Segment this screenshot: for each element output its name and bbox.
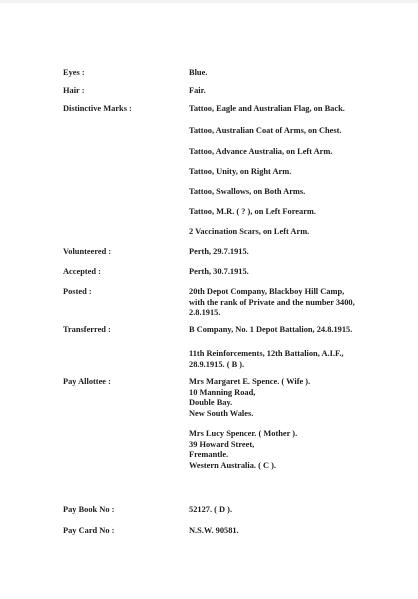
pay-card-value: N.S.W. 90581. xyxy=(189,526,239,535)
allottee-line: Fremantle. xyxy=(189,450,229,459)
allottee-line: Double Bay. xyxy=(189,398,233,407)
transferred-entry-2 xyxy=(189,349,343,370)
allottee-line: Mrs Lucy Spencer. ( Mother ). xyxy=(189,429,298,438)
pay-card-label: Pay Card No : xyxy=(63,526,115,535)
transferred-line: 11th Reinforcements, 12th Battalion, A.I.F., xyxy=(189,349,344,358)
distinctive-mark: Tattoo, Unity, on Right Arm. xyxy=(189,167,292,176)
pay-allottee-label: Pay Allottee : xyxy=(63,377,111,386)
posted-line: 20th Depot Company, Blackboy Hill Camp, xyxy=(189,287,345,296)
accepted-value: Perth, 30.7.1915. xyxy=(189,267,249,276)
distinctive-mark: Tattoo, Australian Coat of Arms, on Chest. xyxy=(189,126,342,135)
pay-allottee-second xyxy=(189,429,297,471)
accepted-label: Accepted : xyxy=(63,267,101,276)
transferred-entry-1: B Company, No. 1 Depot Battalion, 24.8.1915. xyxy=(189,325,353,334)
distinctive-mark: Tattoo, Eagle and Australian Flag, on Back. xyxy=(189,104,345,113)
hair-value: Fair. xyxy=(189,86,206,95)
distinctive-mark: Tattoo, Swallows, on Both Arms. xyxy=(189,187,306,196)
distinctive-mark: Tattoo, M.R. ( ? ), on Left Forearm. xyxy=(189,207,316,216)
allottee-line: Mrs Margaret E. Spence. ( Wife ). xyxy=(189,377,311,386)
pay-allottee-first xyxy=(189,377,310,419)
volunteered-label: Volunteered : xyxy=(63,247,112,256)
posted-line: 2.8.1915. xyxy=(189,308,221,317)
distinctive-marks-label: Distinctive Marks : xyxy=(63,104,132,113)
posted-line: with the rank of Private and the number 3400, xyxy=(189,297,355,307)
posted-label: Posted : xyxy=(63,287,92,296)
distinctive-mark: Tattoo, Advance Australia, on Left Arm. xyxy=(189,147,333,156)
allottee-line: New South Wales. xyxy=(189,408,254,418)
distinctive-mark: 2 Vaccination Scars, on Left Arm. xyxy=(189,227,310,236)
allottee-line: Western Australia. ( C ). xyxy=(189,460,276,470)
hair-label: Hair : xyxy=(63,86,85,95)
pay-book-value: 52127. ( D ). xyxy=(189,505,233,514)
allottee-line: 10 Manning Road, xyxy=(189,387,256,397)
posted-value xyxy=(189,287,355,319)
transferred-label: Transferred : xyxy=(63,325,111,334)
eyes-value: Blue. xyxy=(189,68,208,77)
top-edge xyxy=(0,0,418,3)
allottee-line: 39 Howard Street, xyxy=(189,439,255,449)
pay-book-label: Pay Book No : xyxy=(63,505,115,514)
eyes-label: Eyes : xyxy=(63,68,85,77)
volunteered-value: Perth, 29.7.1915. xyxy=(189,247,249,256)
transferred-line: 28.9.1915. ( B ). xyxy=(189,359,245,369)
